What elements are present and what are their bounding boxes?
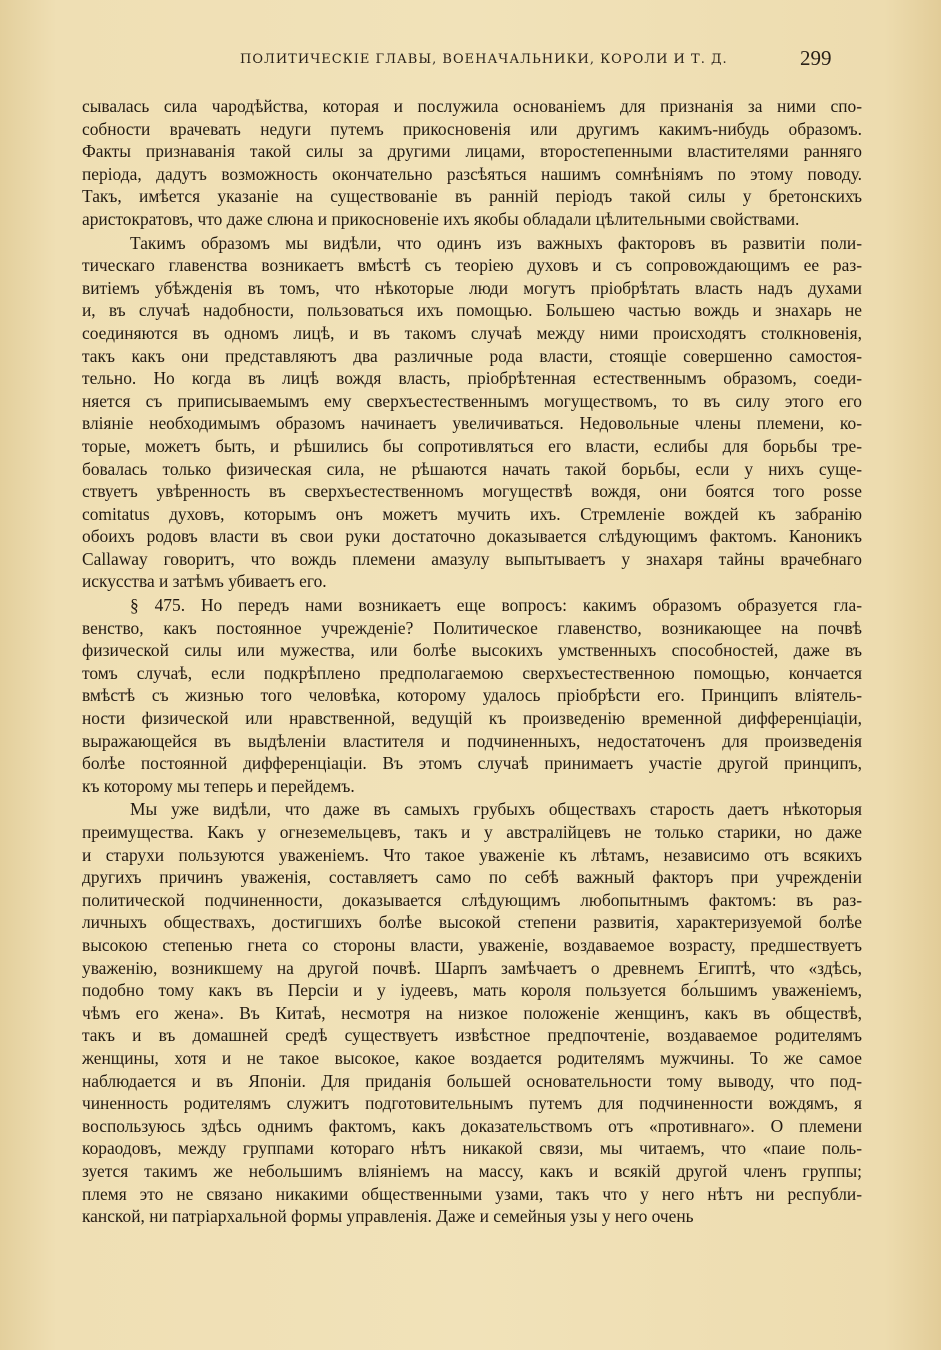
text-line: физической силы или мужества, или болѣе высокихъ умственныхъ способностей, даже въ <box>82 640 862 661</box>
text-line: политической подчиненности, доказывается слѣдующимъ любопытнымъ фактомъ: въ раз- <box>82 889 862 910</box>
text-line: Такимъ образомъ мы видѣли, что одинъ изъ важныхъ факторовъ въ развитіи поли- <box>130 232 862 253</box>
text-line: кораодовъ, между группами котораго нѣтъ никакой связи, мы читаемъ, что «паие поль- <box>82 1138 862 1159</box>
page-number: 299 <box>800 46 832 70</box>
text-line: Мы уже видѣли, что даже въ самыхъ грубыхъ обществахъ старость даетъ нѣкоторыя <box>130 799 862 820</box>
text-line: болѣе постоянной дифференціаціи. Въ этомъ случаѣ принимаетъ участіе другой принципъ, <box>82 753 862 774</box>
text-line: преимущества. Какъ у огнеземельцевъ, такъ и у австралійцевъ не только старики, но даже <box>82 822 862 842</box>
text-line: чиненность родителямъ служитъ подготовительнымъ путемъ для подчиненности вождямъ, я <box>82 1093 862 1114</box>
text-line: ности физической или нравственной, ведущій къ произведенію временной дифференціаціи, <box>82 708 862 729</box>
text-line: племя это не связано никакими общественными узами, такъ что у него нѣтъ ни республи- <box>82 1183 862 1204</box>
paragraph <box>82 594 862 797</box>
text-line: выражающейся въ выдѣленіи властителя и подчиненныхъ, недостаточенъ для произведенія <box>82 730 862 751</box>
text-line: торые, можетъ быть, и рѣшились бы сопротивляться его власти, еслибы для борьбы тре- <box>82 435 862 456</box>
body-text <box>82 95 862 1228</box>
text-line: высокою степенью гнета со стороны власти, уваженіе, воздаваемое возрасту, предшествуетъ <box>82 934 862 955</box>
text-line: Callaway говоритъ, что вождь племени амазулу выпытываетъ у знахаря тайны врачебнаго <box>82 548 862 569</box>
text-line: няется съ приписываемымъ ему сверхъестественнымъ могуществомъ, то въ силу этого его <box>82 390 862 411</box>
paragraph <box>82 232 862 594</box>
text-line: періода, дадутъ возможность окончательно разсѣяться нашимъ сомнѣніямъ по этому поводу. <box>82 163 862 184</box>
text-line: къ которому мы теперь и перейдемъ. <box>82 775 355 796</box>
text-line: и старухи пользуются уваженіемъ. Что такое уваженіе къ лѣтамъ, независимо отъ всякихъ <box>82 844 862 865</box>
text-line: такъ какъ они представляютъ два различные рода власти, стоящіе совершенно самостоя- <box>82 345 862 366</box>
text-line: наблюдается и въ Японіи. Для приданія большей основательности тому выводу, что под- <box>82 1070 862 1091</box>
text-line: искусства и затѣмъ убиваетъ его. <box>82 571 327 592</box>
text-line: comitatus духовъ, которымъ онъ можетъ мучить ихъ. Стремленіе вождей къ забранію <box>82 503 862 524</box>
text-line: вмѣстѣ съ жизнью того человѣка, которому удалось пріобрѣсти его. Принципъ вліятель- <box>82 685 862 706</box>
page-header <box>0 44 941 74</box>
running-head: ПОЛИТИЧЕСКІЕ ГЛАВЫ, ВОЕНАЧАЛЬНИКИ, КОРОЛИ И Т. Д. <box>240 52 728 67</box>
text-line: воспользуюсь здѣсь однимъ фактомъ, какъ доказательствомъ отъ «противнаго». О племени <box>82 1115 862 1136</box>
text-line: зуется такимъ же небольшимъ вліяніемъ на массу, какъ и всякій другой членъ группы; <box>82 1160 862 1181</box>
text-line: венство, какъ постоянное учрежденіе? Политическое главенство, возникающее на почвѣ <box>82 617 862 638</box>
text-line: § 475. Но передъ нами возникаетъ еще вопросъ: какимъ образомъ образуется гла- <box>130 595 862 616</box>
text-line: тельно. Но когда въ лицѣ вождя власть, пріобрѣтенная естественнымъ образомъ, соеди- <box>82 368 862 389</box>
paragraph <box>82 95 862 231</box>
text-line: сывалась сила чародѣйства, которая и послужила основаніемъ для признанія за ними спо- <box>82 96 862 116</box>
text-line: витіемъ убѣжденія въ томъ, что нѣкоторые люди могутъ пріобрѣтать власть надъ духами <box>82 277 862 298</box>
text-line: вліяніе необходимымъ образомъ начинаетъ увеличиваться. Недовольные члены племени, ко- <box>82 413 862 434</box>
text-line: уваженію, возникшему на другой почвѣ. Шарпъ замѣчаетъ о древнемъ Египтѣ, что «здѣсь, <box>82 957 862 978</box>
text-line: другихъ причинъ уваженія, составляетъ само по себѣ важный факторъ при учрежденіи <box>82 867 862 888</box>
paragraph <box>82 798 862 1227</box>
text-line: женщины, хотя и не такое высокое, какое воздается родителямъ мужчины. То же самое <box>82 1047 862 1068</box>
text-line: и, въ случаѣ надобности, пользоваться ихъ помощью. Большею частью вождь и знахарь не <box>82 300 862 321</box>
text-line: такъ и въ домашней средѣ существуетъ извѣстное предпочтеніе, воздаваемое родителямъ <box>82 1025 862 1046</box>
text-line: аристократовъ, что даже слюна и прикосновеніе ихъ якобы обладали цѣлительными свойствами. <box>82 208 800 229</box>
text-line: соединяются въ одномъ лицѣ, и въ такомъ случаѣ между ними происходятъ столкновенія, <box>82 322 862 343</box>
text-line: ствуетъ увѣренность въ сверхъестественномъ могуществѣ вождя, они боятся того posse <box>82 481 862 502</box>
text-line: канской, ни патріархальной формы управленія. Даже и семейныя узы у него очень <box>82 1206 694 1227</box>
text-line: Факты признаванія такой силы за другими лицами, второстепенными властителями ранняго <box>82 141 862 162</box>
text-line: подобно тому какъ въ Персіи и у іудеевъ, мать короля пользуется бо́льшимъ уваженіемъ, <box>82 980 862 1001</box>
text-line: чѣмъ его жена». Въ Китаѣ, несмотря на низкое положеніе женщинъ, какъ въ обществѣ, <box>82 1002 862 1023</box>
text-line: Такъ, имѣется указаніе на существованіе въ ранній періодъ такой силы у бретонскихъ <box>82 186 862 207</box>
text-line: обоихъ родовъ власти въ свои руки достаточно доказывается слѣдующимъ фактомъ. Каноникъ <box>82 526 862 547</box>
text-line: бовалась только физическая сила, не рѣшаются начать такой борьбы, если у нихъ суще- <box>82 458 862 479</box>
text-line: томъ случаѣ, если подкрѣплено предполагаемою сверхъестественною помощью, кончается <box>82 662 862 683</box>
text-line: тическаго главенства возникаетъ вмѣстѣ съ теоріею духовъ и съ сопровождающимъ ее раз- <box>82 255 862 276</box>
text-line: собности врачевать недуги путемъ прикосновенія или другимъ какимъ-нибудь образомъ. <box>82 118 862 139</box>
text-line: личныхъ обществахъ, достигшихъ болѣе высокой степени развитія, характеризуемой болѣе <box>82 912 862 933</box>
